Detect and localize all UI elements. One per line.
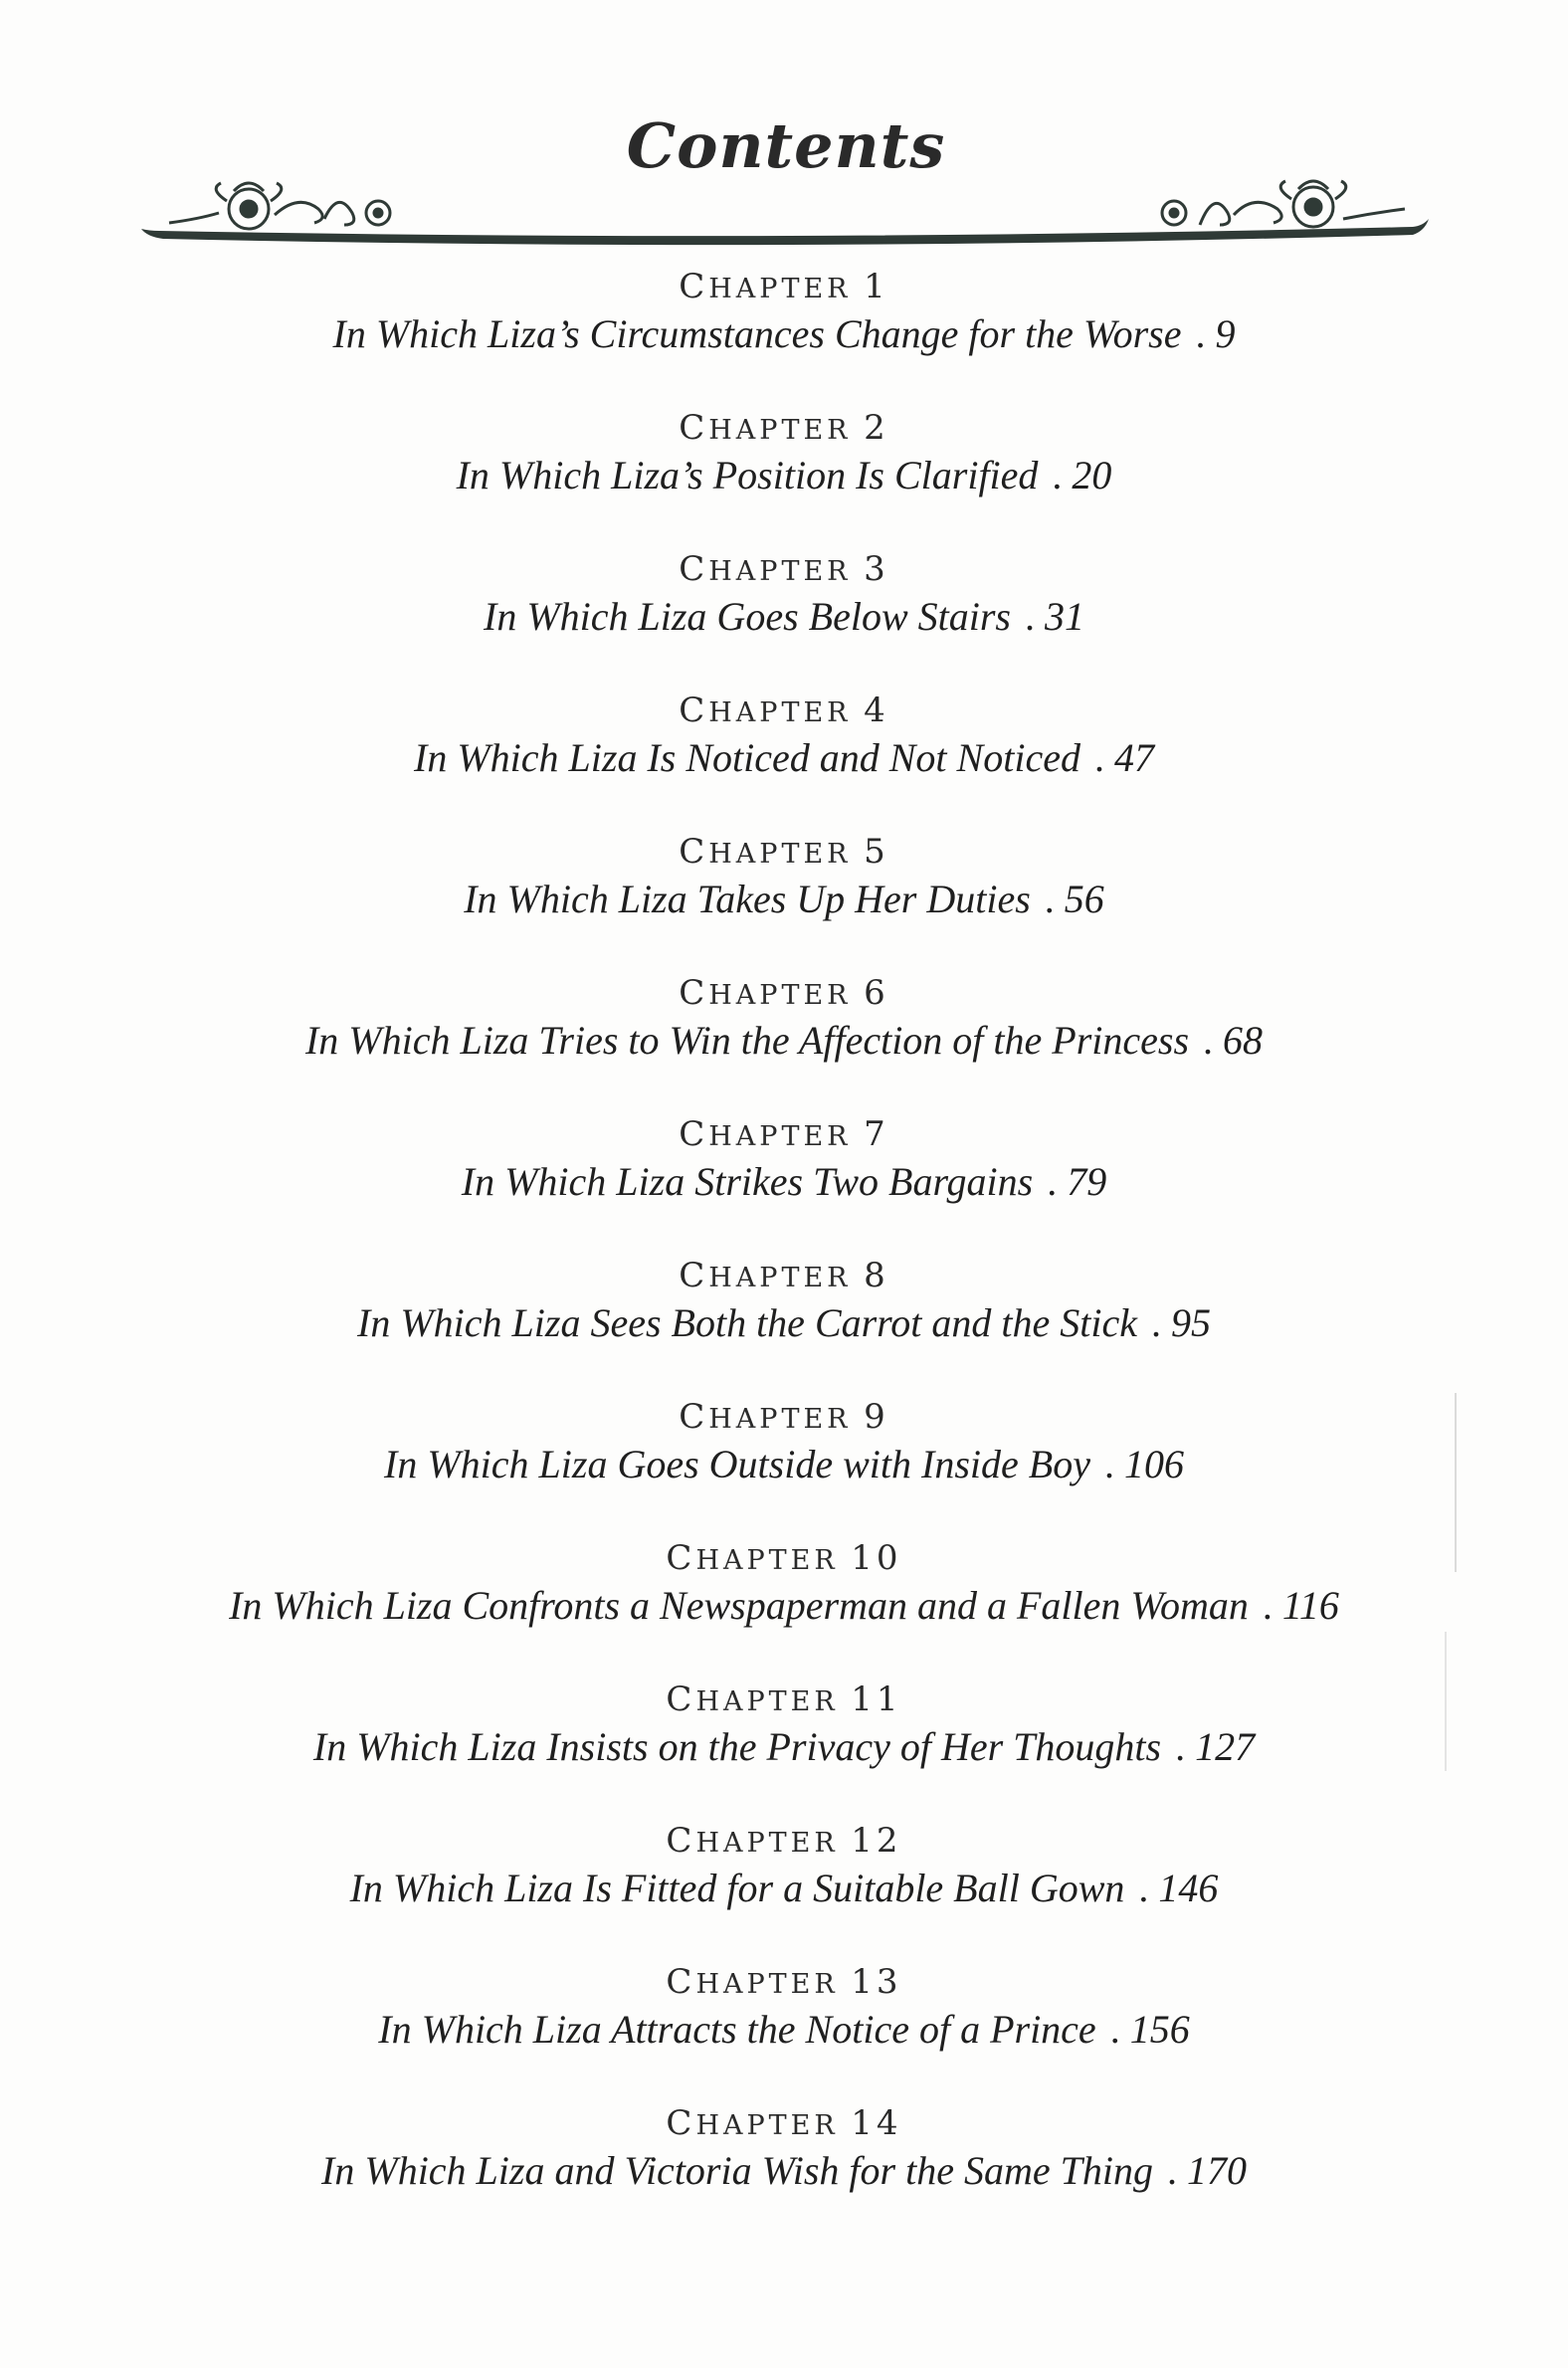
chapter-title: In Which Liza Is Noticed and Not Noticed [414,735,1080,780]
page-number: 31 [1044,594,1084,639]
chapter-number: 9 [864,1397,889,1437]
chapter-label [149,1674,1419,1719]
leader-dot: . [1175,1724,1186,1769]
chapter-title-line[interactable] [149,1295,1419,1355]
chapter-number: 8 [864,1256,889,1295]
toc-entry [149,261,1419,402]
page-title: Contents [626,109,946,182]
toc-entry [149,826,1419,967]
toc-entry [149,967,1419,1108]
chapter-word: CHAPTER [666,1821,839,1861]
chapter-word: CHAPTER [679,1397,852,1437]
floral-flourish-right-icon [1162,181,1405,227]
paper-mark [1455,1393,1457,1572]
chapter-title-line[interactable] [149,2143,1419,2203]
chapter-title: In Which Liza and Victoria Wish for the Same Thing [321,2148,1153,2193]
chapter-title: In Which Liza Sees Both the Carrot and the Stick [357,1300,1137,1345]
page-number: 79 [1067,1159,1107,1204]
leader-dot: . [1047,1159,1058,1204]
chapter-title-line[interactable] [149,2002,1419,2062]
leader-dot: . [1166,2148,1177,2193]
page-number: 170 [1186,2148,1247,2193]
chapter-label [149,2097,1419,2143]
chapter-label [149,1108,1419,1154]
toc-entry [149,1532,1419,1674]
table-of-contents [149,261,1419,2239]
chapter-number: 7 [864,1114,889,1154]
page-number: 156 [1129,2007,1190,2052]
chapter-number: 10 [851,1538,902,1578]
page-number: 68 [1223,1018,1264,1063]
chapter-title-line[interactable] [149,589,1419,649]
chapter-word: CHAPTER [679,973,852,1013]
page-number: 106 [1123,1442,1184,1486]
chapter-title-line[interactable] [149,1013,1419,1073]
chapter-title-line[interactable] [149,1719,1419,1779]
chapter-title: In Which Liza Attracts the Notice of a Prince [378,2007,1096,2052]
contents-header [139,109,1433,239]
leader-dot: . [1024,594,1035,639]
chapter-label [149,685,1419,730]
chapter-word: CHAPTER [679,549,852,589]
chapter-word: CHAPTER [679,267,852,306]
chapter-label [149,543,1419,589]
chapter-word: CHAPTER [679,1256,852,1295]
chapter-title: In Which Liza Takes Up Her Duties [464,877,1031,921]
leader-dot: . [1052,453,1063,497]
chapter-title: In Which Liza’s Position Is Clarified [456,453,1039,497]
chapter-title: In Which Liza Strikes Two Bargains [461,1159,1034,1204]
toc-entry [149,1674,1419,1815]
ornamental-rule [139,179,1433,249]
chapter-title: In Which Liza Insists on the Privacy of Her Thoughts [312,1724,1162,1769]
chapter-word: CHAPTER [679,832,852,872]
chapter-number: 4 [864,691,889,730]
toc-entry [149,2097,1419,2239]
chapter-title: In Which Liza Goes Below Stairs [484,594,1011,639]
toc-entry [149,1815,1419,1956]
leader-dot: . [1195,311,1206,356]
chapter-label [149,1956,1419,2002]
chapter-title-line[interactable] [149,1437,1419,1496]
chapter-word: CHAPTER [666,1679,839,1719]
toc-entry [149,1956,1419,2097]
page-number: 20 [1072,453,1112,497]
chapter-number: 6 [864,973,889,1013]
chapter-label [149,261,1419,306]
chapter-title: In Which Liza Tries to Win the Affection of the Princess [304,1018,1190,1063]
chapter-number: 13 [851,1962,902,2002]
chapter-label [149,402,1419,448]
page-number: 116 [1281,1583,1339,1628]
chapter-number: 14 [851,2103,902,2143]
chapter-word: CHAPTER [679,408,852,448]
leader-dot: . [1203,1018,1214,1063]
chapter-title: In Which Liza Goes Outside with Inside Boy [384,1442,1090,1486]
toc-entry [149,1108,1419,1250]
leader-dot: . [1150,1300,1161,1345]
toc-entry [149,1250,1419,1391]
floral-flourish-left-icon [169,183,390,229]
paper-mark [1445,1632,1447,1771]
chapter-label [149,967,1419,1013]
page-number: 47 [1113,735,1154,780]
chapter-number: 1 [864,267,889,306]
leader-dot: . [1138,1866,1149,1910]
toc-entry [149,685,1419,826]
page-number: 127 [1195,1724,1256,1769]
chapter-title: In Which Liza Is Fitted for a Suitable Ball Gown [349,1866,1125,1910]
chapter-word: CHAPTER [666,1962,839,2002]
chapter-label [149,1250,1419,1295]
chapter-word: CHAPTER [666,1538,839,1578]
chapter-word: CHAPTER [679,691,852,730]
chapter-word: CHAPTER [679,1114,852,1154]
chapter-title-line[interactable] [149,306,1419,366]
leader-dot: . [1044,877,1055,921]
toc-entry [149,1391,1419,1532]
page-number: 56 [1064,877,1104,921]
leader-dot: . [1103,1442,1114,1486]
chapter-label [149,1391,1419,1437]
chapter-label [149,1532,1419,1578]
toc-entry [149,402,1419,543]
leader-dot: . [1262,1583,1273,1628]
page-number: 146 [1158,1866,1219,1910]
chapter-title-line[interactable] [149,730,1419,790]
page-number: 9 [1215,311,1236,356]
chapter-title-line[interactable] [149,1861,1419,1920]
chapter-title-line[interactable] [149,448,1419,507]
chapter-title-line[interactable] [149,1154,1419,1214]
leader-dot: . [1093,735,1104,780]
chapter-number: 3 [864,549,889,589]
chapter-label [149,826,1419,872]
page-number: 95 [1170,1300,1211,1345]
leader-dot: . [1109,2007,1120,2052]
chapter-number: 11 [851,1679,902,1719]
chapter-number: 5 [864,832,889,872]
chapter-word: CHAPTER [666,2103,839,2143]
chapter-title-line[interactable] [149,872,1419,931]
chapter-number: 12 [851,1821,902,1861]
chapter-title: In Which Liza’s Circumstances Change for the Worse [332,311,1182,356]
chapter-number: 2 [864,408,889,448]
toc-entry [149,543,1419,685]
chapter-label [149,1815,1419,1861]
chapter-title: In Which Liza Confronts a Newspaperman and a Fallen Woman [229,1583,1249,1628]
chapter-title-line[interactable] [149,1578,1419,1638]
